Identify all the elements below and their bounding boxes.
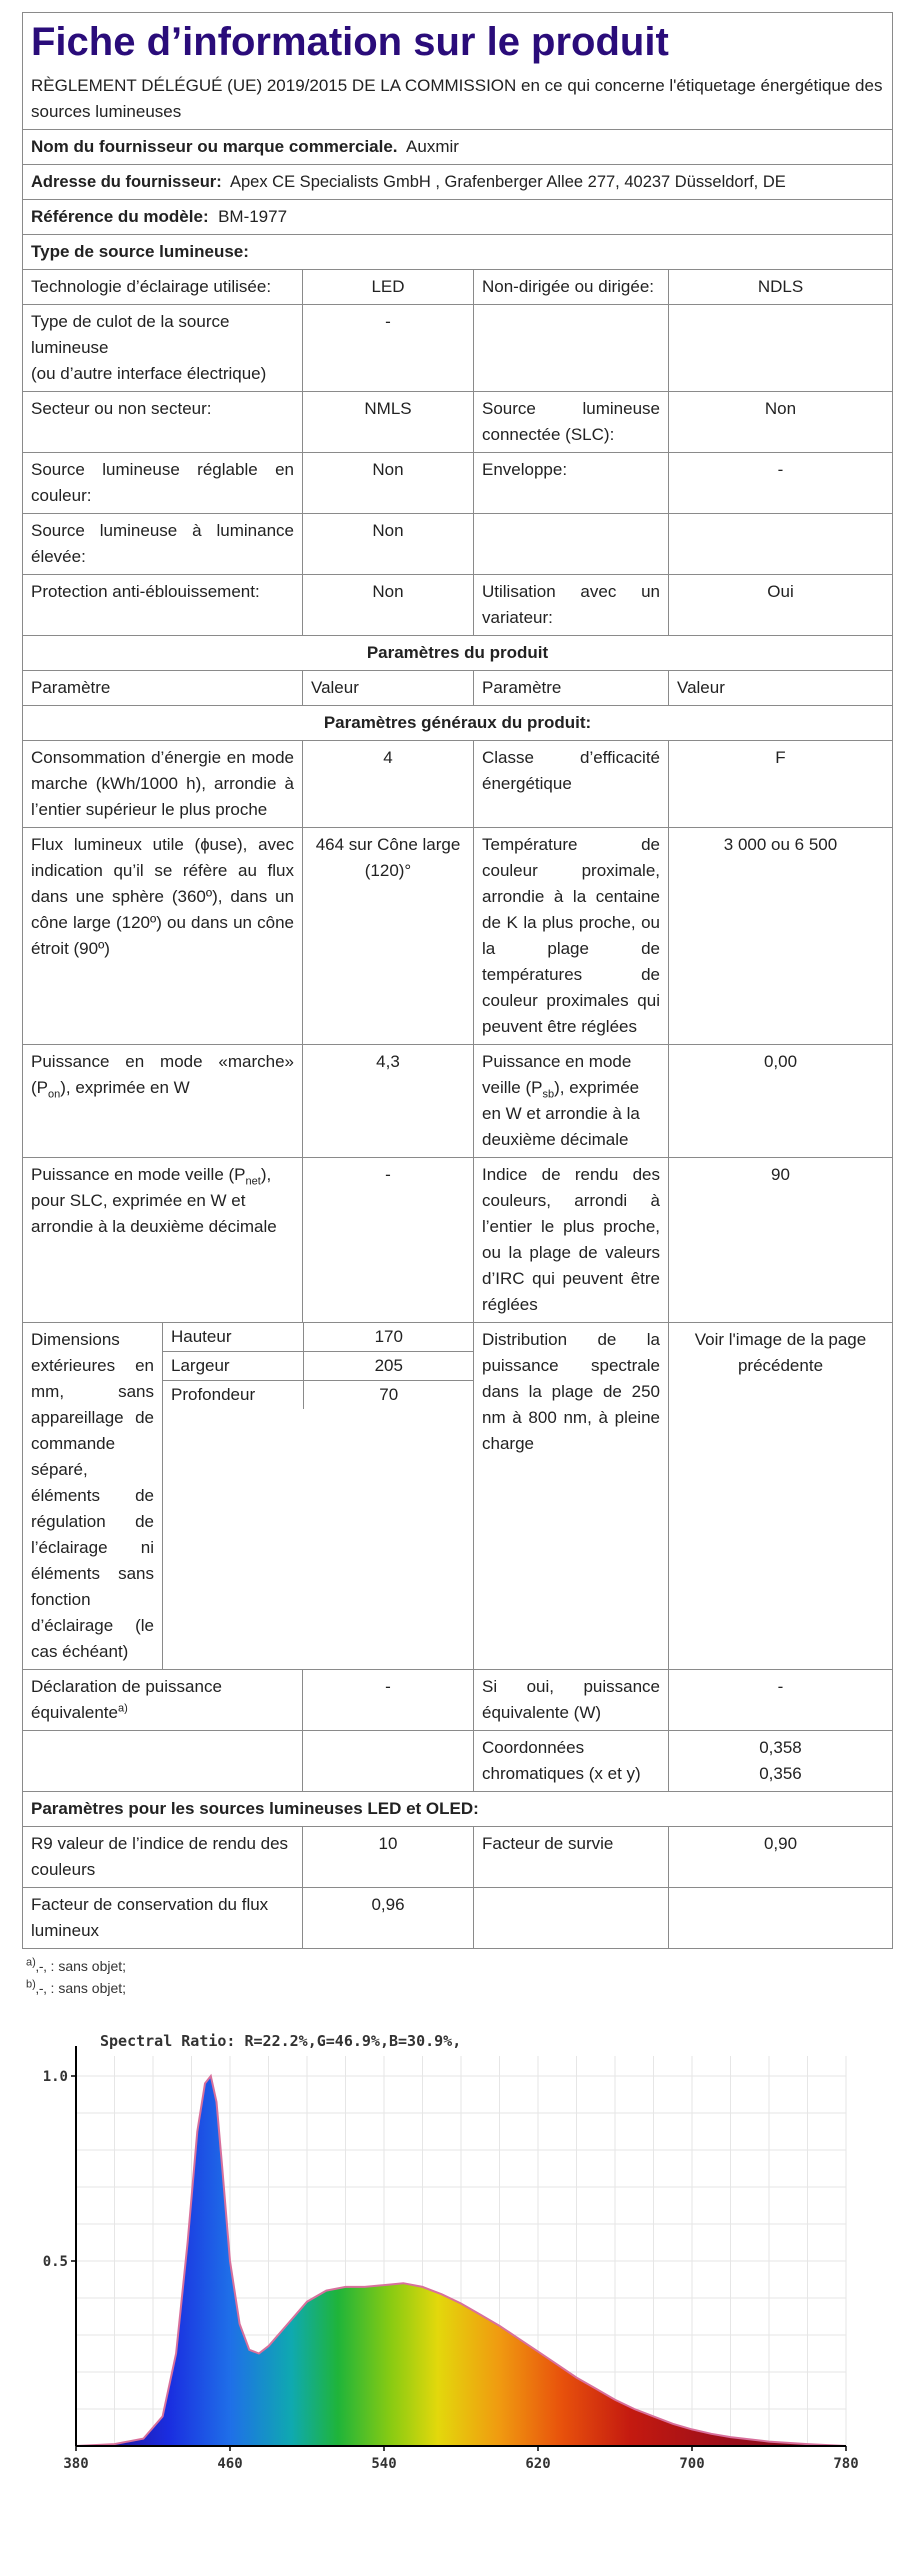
chroma-x: 0,358 <box>759 1738 802 1757</box>
flux-label: Flux lumineux utile (ɸuse), avec indication qu’il se réfère au flux dans une sphère (360º), dans un cône large (120º) ou dans un cône étroit (90º) <box>23 828 303 1045</box>
cri-label: Indice de rendu des couleurs, arrondi à l’entier le plus proche, ou la plage de valeurs d’IRC qui peuvent être réglées <box>474 1158 669 1323</box>
x-tick-label: 700 <box>679 2456 705 2472</box>
param-row <box>23 1045 893 1158</box>
cct-label: Température de couleur proximale, arrondie à la centaine de K la plus proche, ou la plage de températures de couleur proximales qui peuvent être réglées <box>474 828 669 1045</box>
address-value: Apex CE Specialists GmbH , Grafenberger Allee 277, 40237 Düsseldorf, DE <box>229 173 786 191</box>
led-header-row <box>23 1792 893 1827</box>
chroma-value <box>669 1731 893 1792</box>
dimensions-label: Dimensions extérieures en mm, sans appareillage de commande séparé, éléments de régulation de l’éclairage ni éléments sans fonction d’éclairage (le cas échéant) <box>23 1323 163 1670</box>
r9-value: 10 <box>303 1827 474 1888</box>
product-params-header-row <box>23 636 893 671</box>
type-row: Type de culot de la source lumineuse (ou d’autre interface électrique) - <box>23 305 893 392</box>
maint-value: 0,96 <box>303 1888 474 1949</box>
psb-value: 0,00 <box>669 1045 893 1158</box>
col-header: Valeur <box>669 671 893 706</box>
address-label: Adresse du fournisseur: <box>31 173 222 191</box>
param-row <box>23 1158 893 1323</box>
param-row <box>23 741 893 828</box>
led-header: Paramètres pour les sources lumineuses LED et OLED: <box>23 1792 893 1827</box>
source-type-header: Type de source lumineuse: <box>23 235 893 270</box>
energy-value: 4 <box>303 741 474 828</box>
dimension-row: Largeur 205 <box>163 1352 474 1381</box>
column-headers-row <box>23 671 893 706</box>
product-sheet <box>22 12 892 1999</box>
cri-value: 90 <box>669 1158 893 1323</box>
chart-title: Spectral Ratio: R=22.2%,G=46.9%,B=30.9%, <box>100 2032 462 2050</box>
title-row <box>23 13 893 130</box>
spectral-chart <box>20 2018 896 2478</box>
pnet-label: Puissance en mode veille $(P_{net})$, pour SLC, exprimée en W et arrondie à la deuxième décimale <box>23 1158 303 1323</box>
footnote: $^{b)}$‚-‚ : sans objet; <box>26 1978 127 1996</box>
pon-label: Puissance en mode «marche» $(P_{on})$, exprimée en W <box>23 1045 303 1158</box>
param-row <box>23 1827 893 1888</box>
x-tick-label: 780 <box>833 2456 859 2472</box>
general-header: Paramètres généraux du produit: <box>23 706 893 741</box>
maint-label: Facteur de conservation du flux lumineux <box>23 1888 303 1949</box>
spd-value: Voir l'image de la page précédente <box>669 1323 893 1670</box>
type-row: Source lumineuse à luminance élevée: Non <box>23 514 893 575</box>
x-tick-label: 620 <box>525 2456 551 2472</box>
col-header: Valeur <box>303 671 474 706</box>
model-label: Référence du modèle: <box>31 207 209 226</box>
param-row <box>23 1888 893 1949</box>
cct-value: 3 000 ou 6 500 <box>669 828 893 1045</box>
pon-value: 4,3 <box>303 1045 474 1158</box>
param-row <box>23 1323 893 1670</box>
address-row <box>23 165 893 200</box>
survival-label: Facteur de survie <box>474 1827 669 1888</box>
chroma-label: Coordonnées chromatiques (x et y) <box>474 1731 669 1792</box>
info-table <box>22 12 893 1949</box>
param-row <box>23 1670 893 1731</box>
supplier-row <box>23 130 893 165</box>
equiv-value: - <box>303 1670 474 1731</box>
model-row <box>23 200 893 235</box>
class-label: Classe d’efficacité énergétique <box>474 741 669 828</box>
dimension-row: Hauteur 170 <box>163 1323 474 1352</box>
general-header-row <box>23 706 893 741</box>
x-tick-label: 540 <box>371 2456 397 2472</box>
energy-label: Consommation d’énergie en mode marche (kWh/1000 h), arrondie à l’entier supérieur le plus proche <box>23 741 303 828</box>
footnotes <box>22 1955 892 1999</box>
flux-value: 464 sur Cône large (120)° <box>303 828 474 1045</box>
pnet-value: - <box>303 1158 474 1323</box>
col-header: Paramètre <box>23 671 303 706</box>
dimension-row: Profondeur 70 <box>163 1381 474 1410</box>
supplier-value: Auxmir <box>406 137 459 156</box>
equiv-w-label: Si oui, puissance équivalente (W) <box>474 1670 669 1731</box>
product-params-header: Paramètres du produit <box>23 636 893 671</box>
regulation-text: RÈGLEMENT DÉLÉGUÉ (UE) 2019/2015 DE LA COMMISSION en ce qui concerne l'étiquetage énergétique des sources lumineuses <box>31 76 883 121</box>
equiv-w-value: - <box>669 1670 893 1731</box>
col-header: Paramètre <box>474 671 669 706</box>
psb-label: Puissance en mode veille $(P_{sb})$, exprimée en W et arrondie à la deuxième décimale <box>474 1045 669 1158</box>
type-row: Technologie d’éclairage utilisée: LED Non-dirigée ou dirigée: NDLS <box>23 270 893 305</box>
y-tick-label: 0.5 <box>42 2254 68 2270</box>
x-tick-label: 380 <box>63 2456 89 2472</box>
chroma-y: 0,356 <box>759 1764 802 1783</box>
x-tick-label: 460 <box>217 2456 243 2472</box>
type-row: Protection anti-éblouissement: Non Utilisation avec un variateur: Oui <box>23 575 893 636</box>
equiv-label: Déclaration de puissance équivalente$^{a)}$ <box>23 1670 303 1731</box>
survival-value: 0,90 <box>669 1827 893 1888</box>
param-row <box>23 828 893 1045</box>
supplier-label: Nom du fournisseur ou marque commerciale. <box>31 137 398 156</box>
model-value: BM-1977 <box>218 207 288 226</box>
r9-label: R9 valeur de l’indice de rendu des couleurs <box>23 1827 303 1888</box>
page-title: Fiche d’information sur le produit <box>31 20 669 64</box>
spd-label: Distribution de la puissance spectrale dans la plage de 250 nm à 800 nm, à pleine charge <box>474 1323 669 1670</box>
dimensions-table <box>163 1323 474 1409</box>
class-value: F <box>669 741 893 828</box>
type-row: Secteur ou non secteur: NMLS Source lumineuse connectée (SLC): Non <box>23 392 893 453</box>
source-type-header-row <box>23 235 893 270</box>
y-tick-label: 1.0 <box>42 2069 68 2085</box>
footnote: $^{a)}$‚-‚ : sans objet; <box>26 1956 127 1974</box>
param-row <box>23 1731 893 1792</box>
type-row: Source lumineuse réglable en couleur: Non Enveloppe: - <box>23 453 893 514</box>
